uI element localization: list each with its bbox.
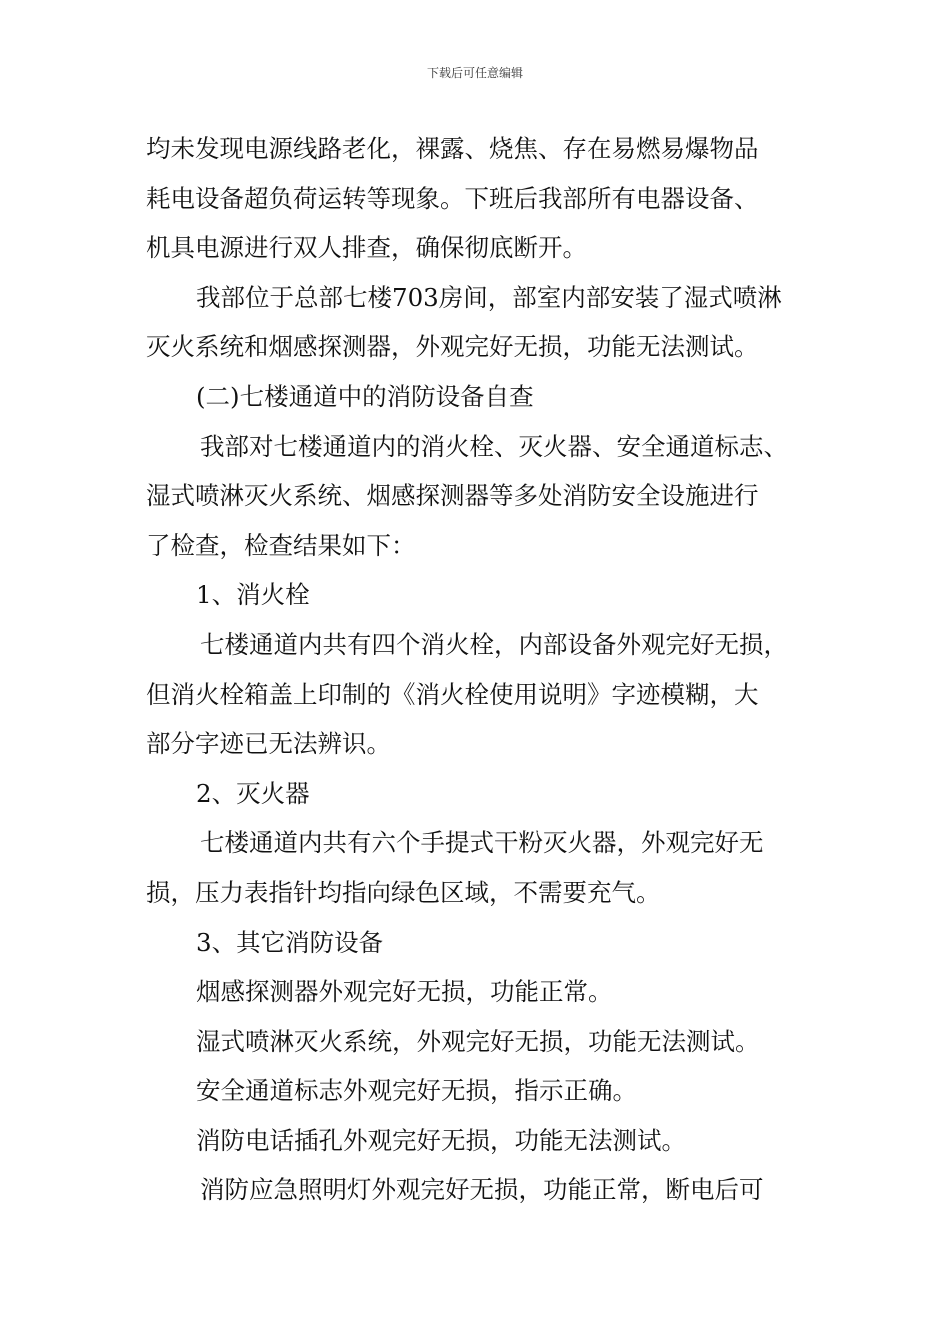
text-line: 均未发现电源线路老化，裸露、烧焦、存在易燃易爆物品 xyxy=(146,134,759,163)
text-line: 灭火系统和烟感探测器，外观完好无损，功能无法测试。 xyxy=(146,332,759,362)
text-line: 消防电话插孔外观完好无损，功能无法测试。 xyxy=(196,1125,686,1155)
text-line: 1、消火栓 xyxy=(196,580,310,610)
text-line: 损，压力表指针均指向绿色区域，不需要充气。 xyxy=(146,877,661,907)
text-line: 但消火栓箱盖上印制的《消火栓使用说明》字迹模糊，大 xyxy=(146,679,759,709)
text-line: 消防应急照明灯外观完好无损，功能正常，断电后可 xyxy=(200,1175,764,1205)
text-line: 烟感探测器外观完好无损，功能正常。 xyxy=(196,977,613,1007)
text-line: 安全通道标志外观完好无损，指示正确。 xyxy=(196,1076,637,1106)
text-line: 湿式喷淋灭火系统，外观完好无损，功能无法测试。 xyxy=(196,1026,760,1056)
text-line: (二)七楼通道中的消防设备自查 xyxy=(196,381,534,411)
text-line: 耗电设备超负荷运转等现象。下班后我部所有电器设备、 xyxy=(146,183,759,213)
text-line: 我部位于总部七楼703房间，部室内部安装了湿式喷淋 xyxy=(196,282,782,312)
text-line: 机具电源进行双人排查，确保彻底断开。 xyxy=(146,233,587,263)
text-line: 了检查，检查结果如下： xyxy=(146,530,416,560)
page-header: 下载后可任意编辑 xyxy=(426,66,523,80)
text-line: 湿式喷淋灭火系统、烟感探测器等多处消防安全设施进行 xyxy=(146,481,759,511)
text-line: 部分字迹已无法辨识。 xyxy=(146,729,391,759)
text-line: 我部对七楼通道内的消火栓、灭火器、安全通道标志、 xyxy=(200,431,788,461)
text-line: 2、灭火器 xyxy=(196,778,310,808)
text-line: 3、其它消防设备 xyxy=(196,927,384,957)
text-line: 七楼通道内共有四个消火栓，内部设备外观完好无损， xyxy=(200,629,788,659)
text-line: 七楼通道内共有六个手提式干粉灭火器，外观完好无 xyxy=(200,828,764,858)
document-body xyxy=(146,124,826,1215)
